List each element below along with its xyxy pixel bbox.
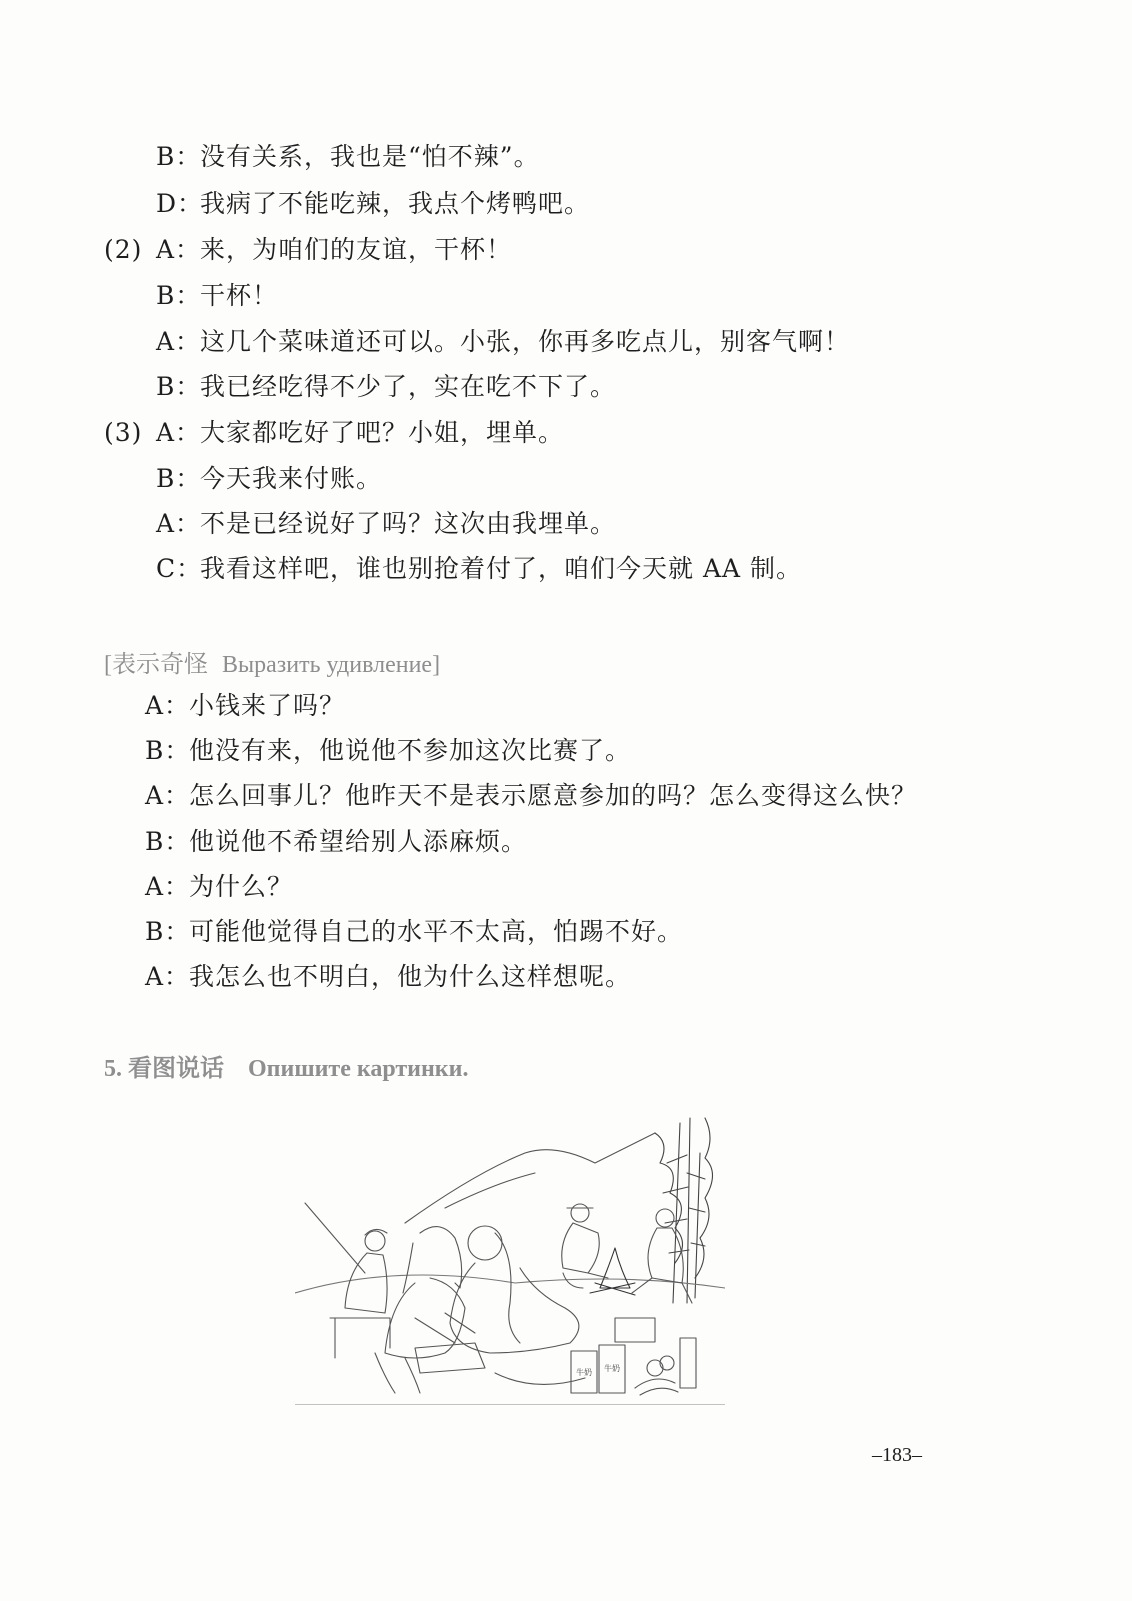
dialogue-text: 这几个菜味道还可以。小张，你再多吃点儿，别客气啊！ <box>200 327 851 356</box>
exercise-label-zh: 5. 看图说话 <box>104 1056 224 1082</box>
camper-left-figure <box>562 1204 608 1288</box>
dialogue-text: 小钱来了吗？ <box>189 691 346 720</box>
woman-left-figure <box>375 1227 475 1393</box>
dialogue-text: 我已经吃得不少了，实在吃不下了。 <box>200 372 617 401</box>
speaker-label: A： <box>145 691 191 720</box>
fishing-rod <box>305 1203 365 1273</box>
fisherman-figure <box>330 1229 390 1358</box>
dialogue-text: 来，为咱们的友谊，干杯！ <box>200 235 513 264</box>
speaker-label: B： <box>145 827 191 856</box>
speaker-label: A： <box>156 509 202 538</box>
speaker-label: A： <box>156 327 202 356</box>
picnic-illustration <box>295 1113 725 1405</box>
speaker-label: B： <box>156 281 202 310</box>
speaker-label: A： <box>156 418 202 447</box>
section-bracket-open: [ <box>104 652 112 678</box>
dialogue-text: 我看这样吧，谁也别抢着付了，咱们今天就 AA 制。 <box>200 554 803 583</box>
speaker-label: B： <box>156 372 202 401</box>
speaker-label: B： <box>156 142 202 171</box>
speaker-label: B： <box>145 736 191 765</box>
section-title-ru: Выразить удивление <box>222 652 433 678</box>
mountain-lines <box>405 1133 655 1223</box>
bottle-drawing <box>680 1338 696 1388</box>
picnic-items <box>571 1318 696 1395</box>
cutting-board <box>415 1343 485 1373</box>
speaker-label: B： <box>145 917 191 946</box>
speaker-label: B： <box>156 464 202 493</box>
section-title-zh: 表示奇怪 <box>112 652 208 678</box>
page-number: –183– <box>872 1444 922 1466</box>
dialogue-text: 不是已经说好了吗？这次由我埋单。 <box>200 509 617 538</box>
dialogue-text: 我怎么也不明白，他为什么这样想呢。 <box>189 962 632 991</box>
dialogue-text: 今天我来付账。 <box>200 464 383 493</box>
speaker-label: A： <box>156 235 202 264</box>
exercise-heading <box>104 1052 468 1086</box>
speaker-label: A： <box>145 872 191 901</box>
exercise-label-ru: Опишите картинки. <box>248 1056 469 1082</box>
camper-right-figure <box>632 1209 692 1303</box>
dialogue-text: 可能他觉得自己的水平不太高，怕踢不好。 <box>189 917 684 946</box>
dialogue-text: 大家都吃好了吧？小姐，埋单。 <box>200 418 565 447</box>
campfire-drawing <box>590 1248 635 1295</box>
dialogue-text: 我病了不能吃辣，我点个烤鸭吧。 <box>200 189 591 218</box>
dialogue-text: 他说他不希望给别人添麻烦。 <box>189 827 528 856</box>
trees-drawing <box>655 1118 713 1303</box>
speaker-label: A： <box>145 962 191 991</box>
dialogue-text: 没有关系，我也是“怕不辣”。 <box>200 142 540 171</box>
section-bracket-close: ] <box>432 652 441 678</box>
woman-right-figure <box>450 1226 585 1384</box>
dialogue-number: (3) <box>104 418 143 447</box>
section-heading <box>104 648 440 682</box>
dialogue-text: 他没有来，他说他不参加这次比赛了。 <box>189 736 632 765</box>
speaker-label: A： <box>145 781 191 810</box>
dialogue-number: (2) <box>104 235 143 264</box>
speaker-label: D： <box>156 189 204 218</box>
dialogue-text: 为什么？ <box>189 872 294 901</box>
milk-carton-label-left: 牛奶 <box>576 1368 592 1377</box>
dialogue-text: 干杯！ <box>200 281 279 310</box>
dialogue-text: 怎么回事儿？他昨天不是表示愿意参加的吗？怎么变得这么快？ <box>189 781 918 810</box>
milk-carton-label-right: 牛奶 <box>604 1364 620 1373</box>
speaker-label: C： <box>156 554 203 583</box>
